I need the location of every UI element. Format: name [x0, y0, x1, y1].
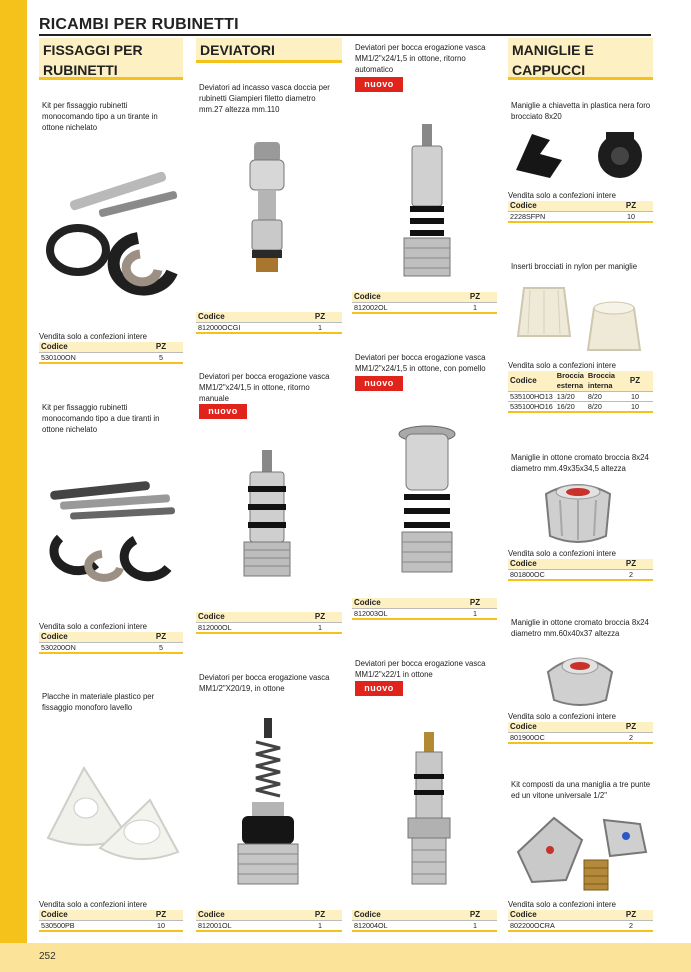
product-code-table	[508, 910, 653, 932]
col-code: Codice	[508, 910, 609, 921]
diverter-spring-image	[228, 718, 308, 888]
threaded-rod-icon	[50, 481, 175, 520]
product-description: Placche in materiale plastico per fissaggio monoforo lavello	[42, 692, 155, 712]
product-code: 812004OL	[352, 921, 453, 932]
diverter-automatic-image	[392, 122, 462, 282]
vendita-note: Vendita solo a confezioni intere	[508, 900, 616, 909]
product-description: Deviatori per bocca erogazione vasca MM1/2"X20/19, in ottone	[199, 673, 330, 693]
product-code: 812002OL	[352, 303, 453, 314]
product-code-table	[196, 612, 342, 634]
col-qty: PZ	[453, 910, 497, 921]
product-qty: 2	[609, 921, 653, 932]
product-code-table	[196, 910, 342, 932]
vendita-note: Vendita solo a confezioni intere	[508, 712, 616, 721]
product-description: Kit composti da una maniglia a tre punte ed un vitone universale 1/2"	[511, 780, 651, 800]
category-fissaggi: FISSAGGI PER RUBINETTI	[39, 38, 183, 80]
col-qty: PZ	[139, 632, 183, 643]
product-code: 2228SFPN	[508, 212, 609, 223]
chrome-handle-small-image	[536, 478, 620, 546]
product-code: 801900OC	[508, 733, 609, 744]
broccia-esterna: 16/20	[555, 402, 586, 413]
product-qty: 1	[453, 303, 497, 314]
product-qty: 10	[617, 402, 653, 413]
broccia-interna: 8/20	[586, 402, 617, 413]
plastic-plates-image	[40, 760, 185, 870]
title-divider	[39, 34, 651, 36]
page-number: 252	[39, 951, 56, 962]
product-code: 535100HO16	[510, 402, 553, 411]
page-title: RICAMBI PER RUBINETTI	[39, 16, 239, 33]
vendita-note: Vendita solo a confezioni intere	[508, 191, 616, 200]
o-ring-icon	[50, 228, 106, 272]
product-qty: 2	[609, 733, 653, 744]
product-description: Kit per fissaggio rubinetti monocomando tipo a un tirante in ottone nichelato	[42, 101, 158, 132]
col-qty: PZ	[609, 722, 653, 733]
col-qty: PZ	[298, 612, 342, 623]
col-code: Codice	[39, 632, 139, 643]
col-qty: PZ	[139, 910, 183, 921]
product-qty: 5	[139, 643, 183, 654]
product-qty: 1	[298, 623, 342, 634]
col-code: Codice	[39, 342, 139, 353]
product-description: Kit per fissaggio rubinetti monocomando tipo a due tiranti in ottone nichelato	[42, 403, 160, 434]
product-description: Deviatori per bocca erogazione vasca MM1/2"x24/1,5 in ottone, ritorno manuale	[199, 372, 330, 403]
key-handle-icon	[516, 134, 562, 178]
product-description: Inserti brocciati in nylon per maniglie	[511, 262, 638, 271]
col-broccia-interna: Broccia interna	[587, 371, 616, 390]
diverter-manual-image	[232, 446, 302, 586]
black-key-handles-image	[510, 126, 650, 186]
new-badge: nuovo	[355, 681, 403, 696]
vendita-note: Vendita solo a confezioni intere	[39, 332, 147, 341]
product-code-table	[352, 598, 497, 620]
product-qty: 5	[139, 353, 183, 364]
product-description: Deviatori per bocca erogazione vasca MM1/2"x24/1,5 in ottone, con pomello	[355, 353, 486, 373]
product-code: 812000OCGI	[196, 323, 298, 334]
threaded-rod-icon	[69, 171, 178, 218]
product-code: 530500PB	[39, 921, 139, 932]
vendita-note: Vendita solo a confezioni intere	[508, 361, 616, 370]
col-qty: PZ	[609, 910, 653, 921]
product-qty: 1	[298, 921, 342, 932]
col-qty: PZ	[609, 559, 653, 570]
category-maniglie: MANIGLIE E CAPPUCCI	[508, 38, 653, 80]
fixing-kit-image	[40, 168, 185, 298]
fixing-kit-two-rods-image	[40, 478, 185, 588]
col-code: Codice	[196, 312, 298, 323]
diverter-brass-image	[394, 730, 464, 890]
nylon-inserts-image	[510, 278, 650, 358]
product-qty: 10	[609, 212, 653, 223]
col-code: Codice	[508, 559, 609, 570]
valve-cartridge-icon	[584, 860, 608, 890]
product-code: 812001OL	[196, 921, 298, 932]
product-code-table	[196, 312, 342, 334]
product-code: 535100HO13	[510, 392, 553, 401]
col-qty: PZ	[453, 292, 497, 303]
product-qty: 10	[617, 392, 653, 402]
product-qty: 1	[453, 609, 497, 620]
new-badge: nuovo	[355, 77, 403, 92]
product-code: 530100ON	[39, 353, 139, 364]
product-code-table	[508, 201, 653, 223]
col-code: Codice	[508, 722, 609, 733]
col-qty: PZ	[298, 910, 342, 921]
left-accent-bar	[0, 0, 27, 972]
product-code-table	[39, 342, 183, 364]
product-code-table	[508, 722, 653, 744]
col-qty: PZ	[453, 598, 497, 609]
col-code: Codice	[508, 201, 609, 212]
product-code: 812003OL	[352, 609, 453, 620]
col-broccia-esterna: Broccia esterna	[556, 371, 584, 390]
product-code-table	[352, 292, 497, 314]
product-code-table	[508, 559, 653, 581]
product-qty: 1	[453, 921, 497, 932]
product-description: Maniglie in ottone cromato broccia 8x24 diametro mm.60x40x37 altezza	[511, 618, 649, 638]
product-description: Deviatori per bocca erogazione vasca MM1/2"x22/1 in ottone	[355, 659, 486, 679]
col-qty: PZ	[617, 371, 653, 392]
product-code: 801800OC	[508, 570, 609, 581]
product-qty: 1	[298, 323, 342, 334]
diverter-knob-image	[392, 424, 462, 584]
new-badge: nuovo	[355, 376, 403, 391]
col-code: Codice	[352, 910, 453, 921]
product-qty: 2	[609, 570, 653, 581]
col-code: Codice	[352, 292, 453, 303]
broccia-interna: 8/20	[586, 392, 617, 402]
broccia-esterna: 13/20	[555, 392, 586, 402]
product-code-table	[352, 910, 497, 932]
col-code: Codice	[196, 910, 298, 921]
col-qty: PZ	[139, 342, 183, 353]
vendita-note: Vendita solo a confezioni intere	[39, 900, 147, 909]
col-qty: PZ	[298, 312, 342, 323]
product-description: Deviatori per bocca erogazione vasca MM1/2"x24/1,5 in ottone, ritorno automatico	[355, 43, 486, 74]
new-badge: nuovo	[199, 404, 247, 419]
col-qty: PZ	[609, 201, 653, 212]
category-deviatori: DEVIATORI	[196, 38, 342, 63]
product-code: 812000OL	[196, 623, 298, 634]
col-code: Codice	[196, 612, 298, 623]
product-code: 530200ON	[39, 643, 139, 654]
product-code: 802200OCRA	[508, 921, 609, 932]
handle-valve-kit-image	[510, 810, 655, 896]
vendita-note: Vendita solo a confezioni intere	[39, 622, 147, 631]
vendita-note: Vendita solo a confezioni intere	[508, 549, 616, 558]
col-code: Codice	[508, 371, 555, 392]
col-code: Codice	[352, 598, 453, 609]
chrome-handle-large-image	[540, 642, 620, 708]
footer-band	[0, 943, 691, 972]
product-description: Maniglie in ottone cromato broccia 8x24 diametro mm.49x35x34,5 altezza	[511, 453, 649, 473]
product-code-table	[39, 910, 183, 932]
product-code-table	[39, 632, 183, 654]
product-description: Maniglie a chiavetta in plastica nera foro brocciato 8x20	[511, 101, 651, 121]
col-code: Codice	[39, 910, 139, 921]
product-code-table	[508, 371, 653, 413]
product-qty: 10	[139, 921, 183, 932]
diverter-giampieri-image	[238, 140, 298, 280]
product-description: Deviatori ad incasso vasca doccia per rubinetti Giampieri filetto diametro mm.27 altezza mm.110	[199, 83, 330, 114]
